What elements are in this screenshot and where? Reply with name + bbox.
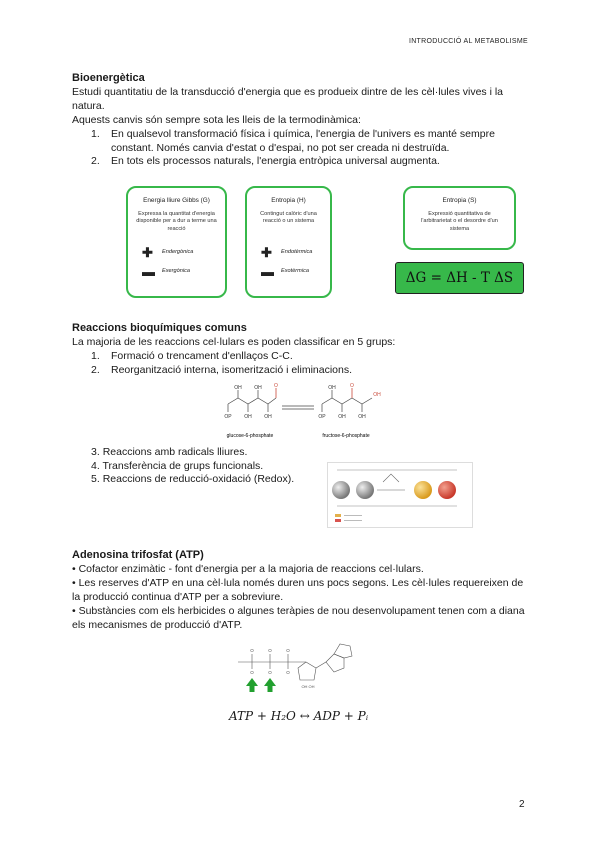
atp-structure-figure bbox=[234, 642, 358, 702]
reactions-list-a bbox=[91, 350, 531, 377]
box-description: Expressa la quantitat d'energia disponible per a dur a terme una reacció bbox=[136, 211, 217, 232]
section-title-atp: Adenosina trifosfat (ATP) bbox=[72, 549, 204, 561]
list-item bbox=[91, 350, 531, 364]
list-text: Reaccions de reducció-oxidació (Redox). bbox=[102, 473, 295, 485]
box-description: Contingut calòric d'una reacció o un sistema bbox=[260, 211, 317, 225]
arrow-up-icon bbox=[246, 678, 258, 692]
enthalpy-box bbox=[245, 186, 332, 298]
list-number: 2. bbox=[91, 155, 100, 167]
list-item bbox=[91, 155, 531, 169]
minus-icon: ▬ bbox=[261, 264, 274, 279]
svg-text:O: O bbox=[286, 648, 290, 653]
atp-hydrolysis-formula: ATP + H₂O ↔ ADP + Pᵢ bbox=[229, 709, 369, 723]
paragraph: La majoria de les reaccions cel·lulars es poden classificar en 5 grups: bbox=[72, 336, 396, 348]
svg-text:OP: OP bbox=[318, 414, 326, 420]
plus-icon: ✚ bbox=[261, 245, 272, 260]
paragraph: Estudi quantitatiu de la transducció d'energia que es produeix dintre de les cèl·lules vives i la natura. bbox=[72, 86, 504, 112]
minus-label: Exergònica bbox=[162, 268, 190, 274]
page-number: 2 bbox=[519, 799, 525, 810]
atom-gray bbox=[332, 481, 350, 499]
plus-row bbox=[142, 245, 194, 260]
list-text: Transferència de grups funcionals. bbox=[102, 459, 264, 472]
box-title: Energia lliure Gibbs (G) bbox=[143, 197, 210, 204]
svg-text:O: O bbox=[250, 670, 254, 675]
paragraph: • Cofactor enzimàtic - font d'energia per a la majoria de reaccions cel·lulars. bbox=[72, 563, 424, 575]
svg-text:O: O bbox=[268, 648, 272, 653]
box-description: Expressió quantitativa de l'arbitrarietat o el desordre d'un sistema bbox=[421, 211, 498, 232]
list-item bbox=[91, 473, 331, 487]
plus-label: Endotèrmica bbox=[281, 249, 313, 255]
svg-text:O: O bbox=[274, 383, 278, 389]
plus-icon: ✚ bbox=[142, 245, 153, 260]
minus-label: Exotèrmica bbox=[281, 268, 309, 274]
svg-text:OH: OH bbox=[254, 385, 262, 391]
minus-row bbox=[142, 264, 190, 279]
svg-text:O: O bbox=[268, 670, 272, 675]
minus-icon: ▬ bbox=[142, 264, 155, 279]
svg-text:OH: OH bbox=[234, 385, 242, 391]
list-text: En qualsevol transformació física i química, l'energia de l'univers es manté sempre constant. Només canvia d'estat o d'espai, no pot ser creada ni destruïda. bbox=[111, 128, 495, 154]
list-number: 4. bbox=[91, 459, 100, 472]
list-item bbox=[91, 446, 331, 460]
svg-text:OP: OP bbox=[224, 414, 232, 420]
arrow-up-icon bbox=[264, 678, 276, 692]
list-number: 5. bbox=[91, 473, 100, 485]
minus-row bbox=[261, 264, 309, 279]
section-title-reaccions: Reaccions bioquímiques comuns bbox=[72, 322, 247, 334]
svg-text:O: O bbox=[350, 383, 354, 389]
box-title: Entropia (S) bbox=[442, 197, 477, 204]
list-item bbox=[91, 364, 531, 378]
plus-label: Endergònica bbox=[162, 249, 194, 255]
atom-gray bbox=[356, 481, 374, 499]
svg-text:OH OH: OH OH bbox=[301, 684, 315, 689]
svg-text:O: O bbox=[286, 670, 290, 675]
list-number: 3. bbox=[91, 446, 100, 458]
list-number: 1. bbox=[91, 128, 100, 140]
list-text: Formació o trencament d'enllaços C-C. bbox=[111, 350, 293, 362]
fructose-caption: fructose-6-phosphate bbox=[322, 433, 370, 439]
paragraph: • Les reserves d'ATP en una cèl·lula només duren uns pocs segons. Les cèl·lules requereixen de la producció continua d'ATP per a sobreviure. bbox=[72, 577, 524, 603]
list-item bbox=[91, 460, 331, 474]
svg-text:OH: OH bbox=[264, 414, 272, 420]
isomerization-figure bbox=[222, 382, 382, 440]
list-item bbox=[91, 128, 531, 155]
list-text: En tots els processos naturals, l'energia entròpica universal augmenta. bbox=[111, 155, 440, 167]
plus-row bbox=[261, 245, 313, 260]
list-number: 1. bbox=[91, 350, 100, 362]
svg-text:OH: OH bbox=[244, 414, 252, 420]
redox-figure bbox=[327, 462, 473, 528]
gibbs-energy-box bbox=[126, 186, 227, 298]
svg-text:OH: OH bbox=[328, 385, 336, 391]
section-title-bioenergetica: Bioenergètica bbox=[72, 72, 145, 84]
atom-red bbox=[438, 481, 456, 499]
atom-yellow bbox=[414, 481, 432, 499]
list-text: Reaccions amb radicals lliures. bbox=[102, 446, 248, 458]
list-number: 2. bbox=[91, 363, 100, 376]
paragraph: • Substàncies com els herbicides o algunes teràpies de nou desenvolupament tenen com a diana els mecanismes de producció d'ATP. bbox=[72, 605, 525, 631]
entropy-box bbox=[403, 186, 516, 250]
box-title: Entropia (H) bbox=[271, 197, 306, 204]
reactions-list-b bbox=[91, 446, 331, 487]
svg-text:O: O bbox=[250, 648, 254, 653]
svg-text:OH: OH bbox=[338, 414, 346, 420]
glucose-caption: glucose-6-phosphate bbox=[226, 433, 274, 439]
list-text: Reorganització interna, isomerització i eliminacions. bbox=[111, 363, 353, 376]
gibbs-equation: ΔG = ΔH - T ΔS bbox=[395, 262, 524, 294]
paragraph: Aquests canvis són sempre sota les lleis de la termodinàmica: bbox=[72, 114, 361, 126]
svg-text:OH: OH bbox=[358, 414, 366, 420]
running-header: INTRODUCCIÓ AL METABOLISME bbox=[408, 38, 528, 45]
svg-text:OH: OH bbox=[373, 392, 381, 398]
thermo-laws-list bbox=[91, 128, 531, 169]
